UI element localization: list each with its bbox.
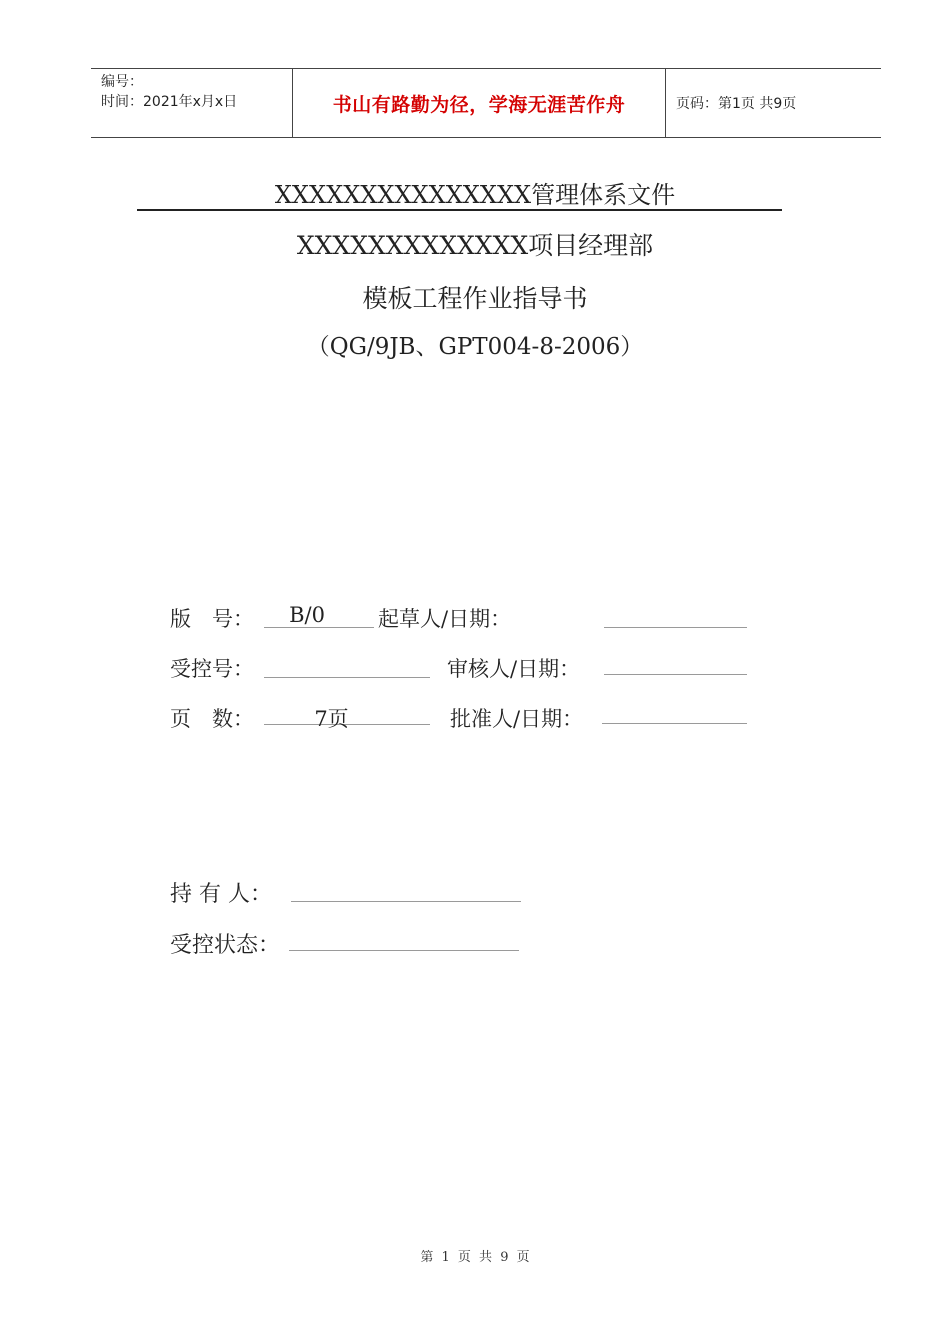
reviewer-underline xyxy=(604,674,747,675)
version-label: 版 号： xyxy=(170,607,254,631)
control-no-underline xyxy=(264,677,430,678)
version-underline xyxy=(264,627,374,628)
pages-value: 7页 xyxy=(314,707,349,731)
control-status-underline xyxy=(289,950,519,951)
drafter-underline xyxy=(604,627,747,628)
version-value: B/0 xyxy=(289,603,325,627)
reviewer-label: 审核人/日期： xyxy=(447,657,581,681)
header-right-cell xyxy=(666,69,881,137)
header-table xyxy=(91,68,881,138)
document-code: （QG/9JB、GPT004-8-2006） xyxy=(306,334,644,360)
control-no-label: 受控号： xyxy=(170,657,254,681)
page-code: 页码：第1页 共9页 xyxy=(676,96,797,112)
control-status-label: 受控状态： xyxy=(170,933,281,958)
page-footer: 第 1 页 共 9 页 xyxy=(420,1250,530,1265)
document-title: 模板工程作业指导书 xyxy=(362,284,588,313)
approver-underline xyxy=(602,723,747,724)
header-middle-cell xyxy=(293,69,666,137)
motto-text: 书山有路勤为径，学海无涯苦作舟 xyxy=(332,93,626,116)
title-rule xyxy=(137,209,782,211)
time-label: 时间：2021年x月x日 xyxy=(101,94,238,110)
serial-label: 编号： xyxy=(101,74,143,90)
system-title: XXXXXXXXXXXXXXX管理体系文件 xyxy=(274,181,676,209)
department-title: XXXXXXXXXXXXX项目经理部 xyxy=(296,231,654,260)
approver-label: 批准人/日期： xyxy=(450,707,584,731)
pages-label: 页 数： xyxy=(170,707,254,731)
holder-label: 持 有 人： xyxy=(170,882,272,907)
drafter-label: 起草人/日期： xyxy=(378,607,512,631)
header-left-cell xyxy=(91,69,293,137)
holder-underline xyxy=(291,901,521,902)
